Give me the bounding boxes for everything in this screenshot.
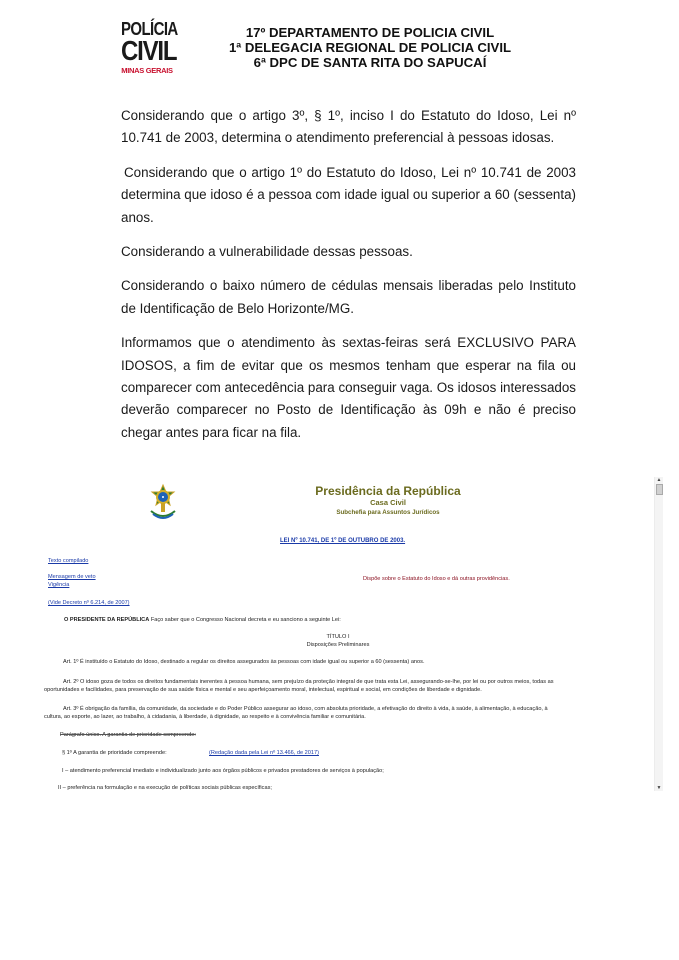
vide-decreto-link[interactable]: (Vide Decreto nº 6.214, de 2007): [48, 600, 130, 606]
vigencia-link[interactable]: Vigência: [48, 582, 70, 588]
notice-body: [121, 105, 576, 456]
logo-line-civil: CIVIL: [121, 35, 177, 67]
paragrafo-unico-struck: Parágrafo único. A garantia de prioridade compreende:: [60, 732, 196, 738]
ementa-text: Dispõe sobre o Estatuto do Idoso e dá outras providências.: [363, 576, 510, 582]
art-2-line-1: Art. 2º O idoso goza de todos os direitos fundamentais inerentes à pessoa humana, sem prejuízo da proteção integral de que trata esta Lei, assegurando-se-lhe, por lei ou por outros meios, todas as: [63, 679, 554, 685]
paragraph-art1: Considerando que o artigo 1º do Estatuto do Idoso, Lei nº 10.741 de 2003 determina que idoso é a pessoa com idade igual ou superior a 60 (sessenta) anos.: [121, 164, 576, 225]
paragraph-cedulas: Considerando o baixo número de cédulas mensais liberadas pelo Instituto de Identificação de Belo Horizonte/MG.: [121, 278, 576, 316]
casa-civil-title: Casa Civil: [370, 498, 406, 507]
art-2-line-2: oportunidades e facilidades, para preservação de sua saúde física e mental e seu aperfeiçoamento moral, intelectual, espiritual e social, em condições de liberdade e dignidade.: [44, 687, 482, 693]
titulo-subtitle: Disposições Preliminares: [306, 642, 370, 648]
scroll-down-arrow-icon[interactable]: ▼: [656, 785, 662, 791]
paragraph-announcement: Informamos que o atendimento às sextas-feiras será EXCLUSIVO PARA IDOSOS, a fim de evitar que os mesmos tenham que esperar na fila ou comparecer com antecedência para conseguir vaga. Os idosos interessados deverão comparecer no Posto de Identificação às 09h e não é preciso chegar antes para ficar na fila.: [121, 335, 576, 440]
mensagem-veto-link[interactable]: Mensagem de veto: [48, 574, 96, 580]
department-title: 17º DEPARTAMENTO DE POLICIA CIVIL: [245, 25, 495, 40]
policia-civil-logo: [121, 18, 178, 75]
letterhead-titles: [190, 25, 550, 70]
logo-line-policia: POLÍCIA: [121, 18, 178, 41]
law-page-screenshot: [18, 475, 663, 795]
inciso-ii: II – preferência na formulação e na execução de políticas sociais públicas específicas;: [58, 785, 272, 791]
dpc-title: 6ª DPC DE SANTA RITA DO SAPUCAÍ: [253, 55, 487, 70]
preamble-president: O PRESIDENTE DA REPÚBLICA: [64, 617, 150, 623]
art-1: Art. 1º É instituído o Estatuto do Idoso, destinado a regular os direitos assegurados às pessoas com idade igual ou superior a 60 (sessenta) anos.: [63, 659, 425, 665]
scroll-up-arrow-icon[interactable]: ▲: [656, 477, 662, 483]
art-3-line-1: Art. 3º É obrigação da família, da comunidade, da sociedade e do Poder Público assegurar ao idoso, com absoluta prioridade, a efetivação do direito à vida, à saúde, à alimentação, à educação, à: [63, 706, 548, 712]
vertical-scrollbar[interactable]: [654, 477, 663, 791]
art-3-line-2: cultura, ao esporte, ao lazer, ao trabalho, à cidadania, à liberdade, à dignidade, ao respeito e à convivência familiar e comunitária.: [44, 714, 366, 720]
paragraph-vulnerability: Considerando a vulnerabilidade dessas pessoas.: [121, 244, 413, 260]
letterhead: [0, 0, 679, 90]
presidencia-title: Presidência da República: [315, 484, 461, 498]
delegacia-title: 1ª DELEGACIA REGIONAL DE POLICIA CIVIL: [228, 40, 512, 55]
inciso-i: I – atendimento preferencial imediato e individualizado junto aos órgãos públicos e privados prestadores de serviços à população;: [62, 768, 384, 774]
presidencia-header: [288, 484, 488, 517]
redacao-link[interactable]: (Redação dada pela Lei nº 13.466, de 2017): [209, 750, 319, 756]
preamble-text: Faço saber que o Congresso Nacional decreta e eu sanciono a seguinte Lei:: [149, 617, 341, 623]
texto-compilado-link[interactable]: Texto compilado: [48, 558, 89, 564]
paragraph-art3: Considerando que o artigo 3º, § 1º, inciso I do Estatuto do Idoso, Lei nº 10.741 de 2003, determina o atendimento preferencial à pessoas idosas.: [121, 108, 576, 146]
scroll-thumb[interactable]: [656, 484, 663, 495]
logo-line-minas-gerais: MINAS GERAIS: [121, 66, 173, 75]
subchefia-title: Subchefia para Assuntos Jurídicos: [336, 509, 440, 516]
paragraph-1: § 1º A garantia de prioridade compreende:: [62, 750, 167, 756]
titulo-i: TÍTULO I: [326, 634, 350, 640]
brazil-coat-of-arms-icon: [148, 483, 178, 523]
lei-title-link[interactable]: LEI Nº 10.741, DE 1º DE OUTUBRO DE 2003.: [280, 538, 406, 544]
preamble: [64, 616, 341, 624]
